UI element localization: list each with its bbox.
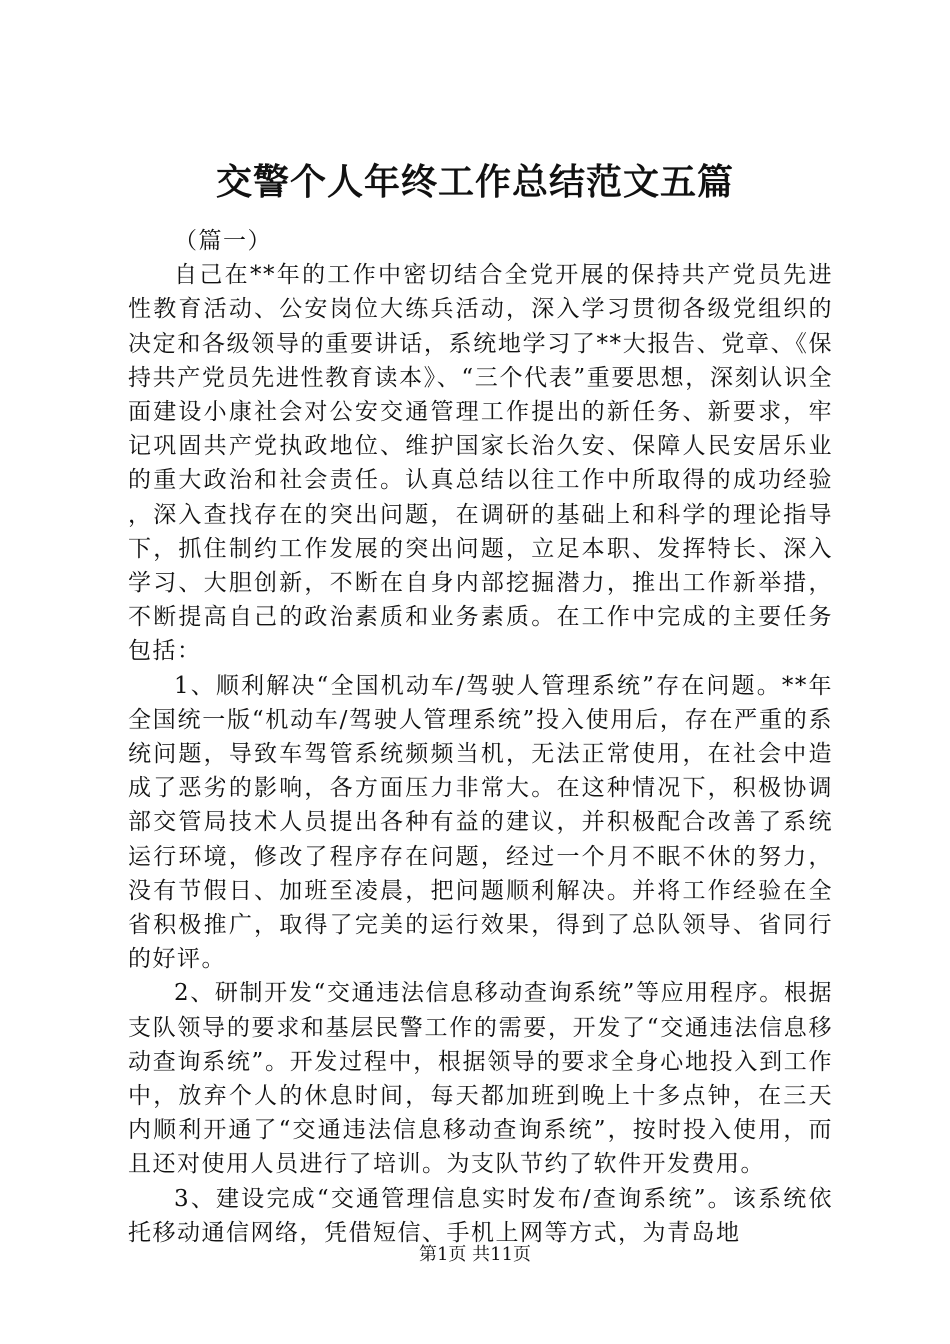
paragraph-item-3: 3、建设完成“交通管理信息实时发布/查询系统”。该系统依托移动通信网络，凭借短信、手机上网等方式，为青岛地 [128,1185,833,1246]
paragraph-intro: 自己在**年的工作中密切结合全党开展的保持共产党员先进性教育活动、公安岗位大练兵活动，深入学习贯彻各级党组织的决定和各级领导的重要讲话，系统地学习了**大报告、党章、《保持共产党员先进性教育读本》、“三个代表”重要思想，深刻认识全面建设小康社会对公安交通管理工作提出的新任务、新要求，牢记巩固共产党执政地位、维护国家长治久安、保障人民安居乐业的重大政治和社会责任。认真总结以往工作中所取得的成功经验，深入查找存在的突出问题，在调研的基础上和科学的理论指导下，抓住制约工作发展的突出问题，立足本职、发挥特长、深入学习、大胆创新，不断在自身内部挖掘潜力，推出工作新举措，不断提高自己的政治素质和业务素质。在工作中完成的主要任务包括： [128,262,833,665]
paragraph-item-2: 2、研制开发“交通违法信息移动查询系统”等应用程序。根据支队领导的要求和基层民警工作的需要，开发了“交通违法信息移动查询系统”。开发过程中，根据领导的要求全身心地投入到工作中，放弃个人的休息时间，每天都加班到晚上十多点钟，在三天内顺利开通了“交通违法信息移动查询系统”，按时投入使用，而且还对使用人员进行了培训。为支队节约了软件开发费用。 [128,980,833,1178]
document-body [128,224,833,1250]
page-footer: 第1页 共11页 [418,1244,532,1265]
paragraph-item-1: 1、顺利解决“全国机动车/驾驶人管理系统”存在问题。**年全国统一版“机动车/驾驶人管理系统”投入使用后，存在严重的系统问题，导致车驾管系统频频当机，无法正常使用，在社会中造成了恶劣的影响，各方面压力非常大。在这种情况下，积极协调部交管局技术人员提出各种有益的建议，并积极配合改善了系统运行环境，修改了程序存在问题，经过一个月不眠不休的努力，没有节假日、加班至凌晨，把问题顺利解决。并将工作经验在全省积极推广，取得了完美的运行效果，得到了总队领导、省同行的好评。 [128,672,833,973]
document-title: 交警个人年终工作总结范文五篇 [215,161,734,203]
section-label: （篇一） [174,228,272,254]
